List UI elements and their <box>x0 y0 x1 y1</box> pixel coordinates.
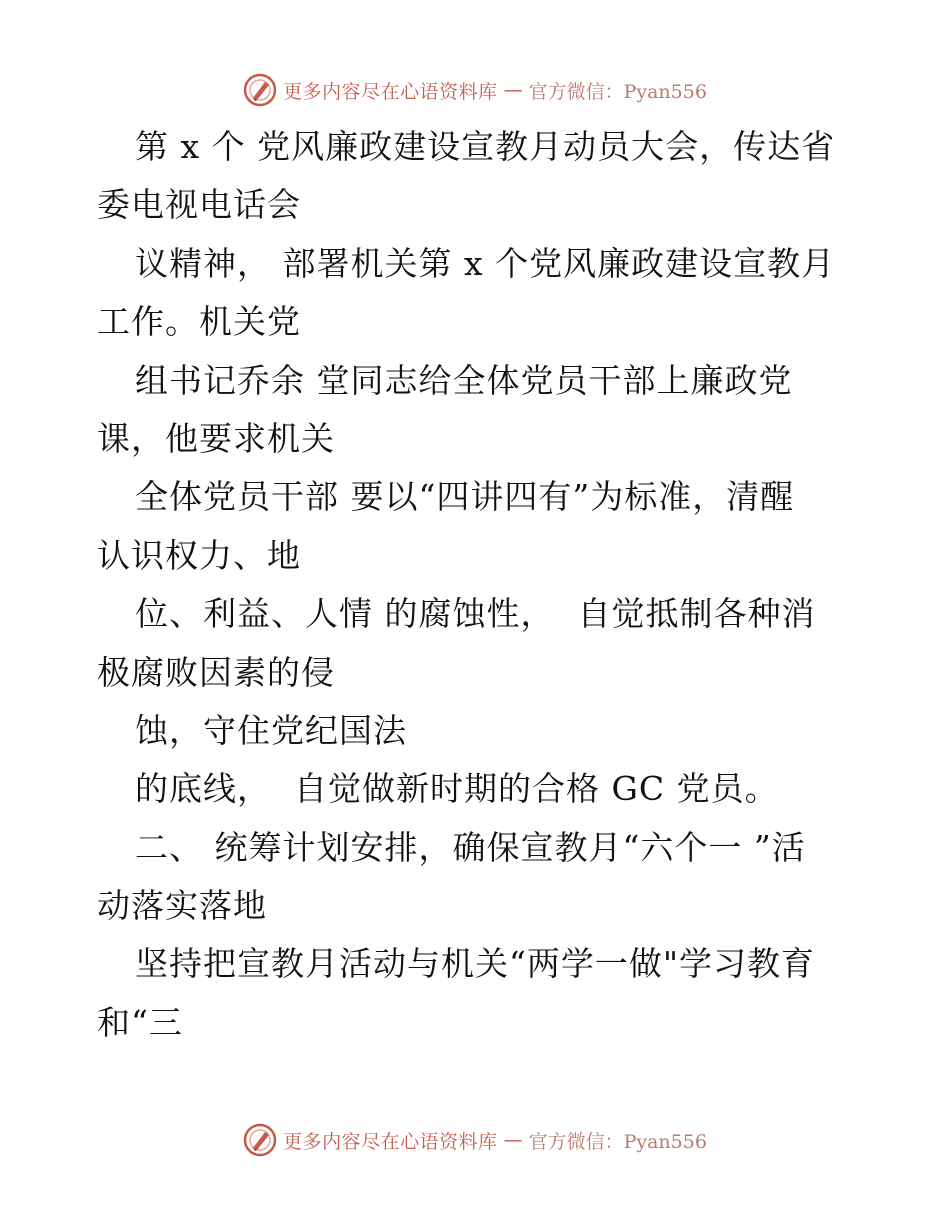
footer-watermark <box>0 1120 950 1160</box>
watermark-sub-text: 官方微信：Pyan556 <box>528 1130 707 1153</box>
body-line: 和“三 <box>97 1002 183 1042</box>
body-line: 认识权力、地 <box>97 535 301 575</box>
header-watermark <box>0 70 950 110</box>
body-line: 位、利益、人情 的腐蚀性， 自觉抵制各种消 <box>135 594 816 634</box>
body-line: 工作。机关党 <box>97 302 301 342</box>
body-line: 坚持把宣教月活动与机关“两学一做"学习教育 <box>135 944 816 984</box>
watermark-main-text: 更多内容尽在心语资料库 <box>283 1130 498 1153</box>
body-line: 组书记乔余 堂同志给全体党员干部上廉政党 <box>135 360 793 400</box>
body-line: 动落实落地 <box>97 886 267 926</box>
section-heading: 二、 统筹计划安排，确保宣教月“六个一 ”活 <box>135 827 806 867</box>
watermark-main-text: 更多内容尽在心语资料库 <box>283 80 498 103</box>
body-line: 第 x 个 党风廉政建设宣教月动员大会，传达省 <box>135 127 836 166</box>
body-line: 课，他要求机关 <box>97 418 335 458</box>
body-line: 全体党员干部 要以“四讲四有”为标准，清醒 <box>135 477 795 517</box>
document-body <box>97 118 857 1052</box>
watermark-sub-text: 官方微信：Pyan556 <box>528 80 707 103</box>
pen-logo-icon <box>243 73 277 107</box>
body-line: 议精神， 部署机关第 x 个党风廉政建设宣教月 <box>135 243 836 283</box>
body-line: 的底线， 自觉做新时期的合格 GC 党员。 <box>135 769 779 809</box>
watermark-separator: — <box>503 79 523 101</box>
body-line: 极腐败因素的侵 <box>97 652 335 692</box>
watermark-separator: — <box>503 1129 523 1151</box>
body-line: 委电视电话会 <box>97 185 301 225</box>
body-line: 蚀，守住党纪国法 <box>135 710 407 750</box>
pen-logo-icon <box>243 1123 277 1157</box>
